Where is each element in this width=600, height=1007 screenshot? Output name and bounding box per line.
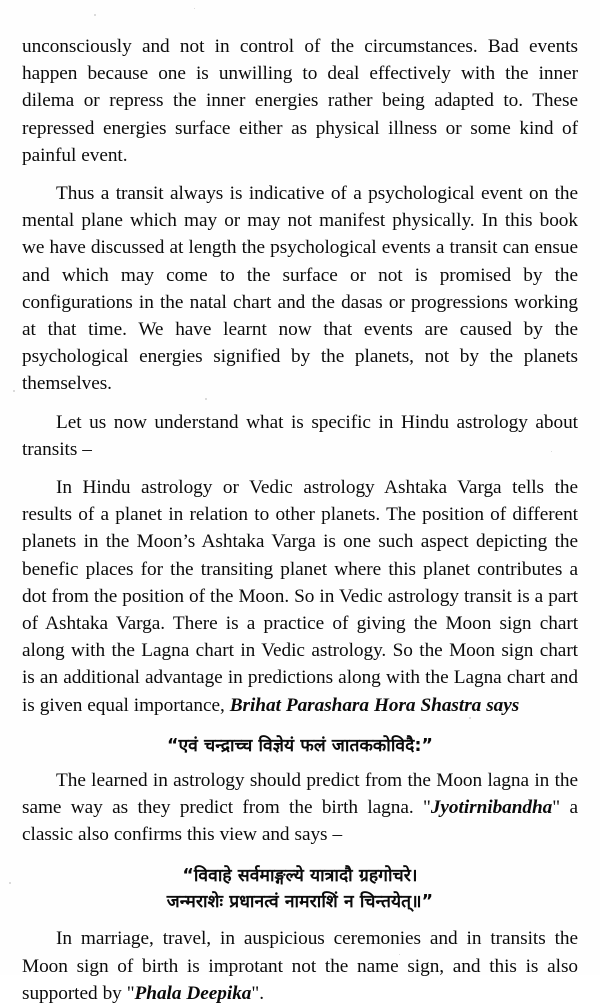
sanskrit-verse-1	[22, 733, 578, 759]
paragraph-4	[22, 474, 578, 719]
paragraph-6	[22, 925, 578, 1007]
citation-phala-deepika: Phala Deepika	[134, 982, 252, 1004]
sanskrit-verse-2	[22, 863, 578, 915]
paragraph-1: unconsciously and not in control of the circumstances. Bad events happen because one is unwilling to deal effectively with the inner dilema or repress the inner energies rather being adapted to. These repressed energies surface either as physical illness or some kind of painful event.	[22, 36, 578, 166]
scan-speckle	[94, 14, 96, 16]
scan-speckle	[9, 882, 11, 884]
scan-speckle	[194, 8, 195, 9]
paragraph-6-text-before: In marriage, travel, in auspicious ceremonies and in transits the Moon sign of birth is improtant not the name sign, and this is also supported by "	[22, 928, 578, 1004]
citation-brihat-parashara-hora-shastra: Brihat Parashara Hora Shastra says	[229, 694, 520, 716]
citation-jyotirnibandha: Jyotirnibandha	[430, 797, 553, 819]
paragraph-5	[22, 767, 578, 849]
paragraph-2: Thus a transit always is indicative of a psychological event on the mental plane which may or may not manifest physically. In this book we have discussed at length the psychological events a transit can ensue and which may come to the surface or not is promised by the configurations in the natal chart and the dasas or progressions working at that time. We have learnt now that events are caused by the psychological energies signified by the planets, not by the planets themselves.	[22, 183, 578, 395]
paragraph-4-text: In Hindu astrology or Vedic astrology Ashtaka Varga tells the results of a planet in relation to other planets. The position of different planets in the Moon’s Ashtaka Varga is one such aspect depicting the benefic places for the transiting planet where this planet contributes a dot from the position of the Moon. So in Vedic astrology transit is a part of Ashtaka Varga. There is a practice of giving the Moon sign chart along with the Lagna chart in Vedic astrology. So the Moon sign chart is an additional advantage in predictions along with the Lagna chart and is given equal importance,	[22, 477, 578, 716]
paragraph-5-text-after: " a classic also confirms this view and says –	[22, 797, 578, 846]
sanskrit-verse-2-line-2: जन्मराशेः प्रधानत्वं नामराशिं न चिन्तयेत्॥”	[166, 892, 434, 913]
sanskrit-verse-2-line-1: “विवाहे सर्वमाङ्गल्ये यात्रादौ ग्रहगोचरे।	[182, 866, 418, 887]
scan-speckle	[13, 390, 15, 392]
text-column	[22, 33, 578, 1007]
paragraph-3: Let us now understand what is specific in Hindu astrology about transits –	[22, 411, 578, 460]
paragraph-5-text-before: The learned in astrology should predict from the Moon lagna in the same way as they predict from the birth lagna. "	[22, 769, 578, 819]
paragraph-6-text-after: ".	[251, 982, 264, 1004]
sanskrit-verse-1-line-1: “एवं चन्द्राच्च विज्ञेयं फलं जातककोविदै:”	[166, 735, 434, 756]
